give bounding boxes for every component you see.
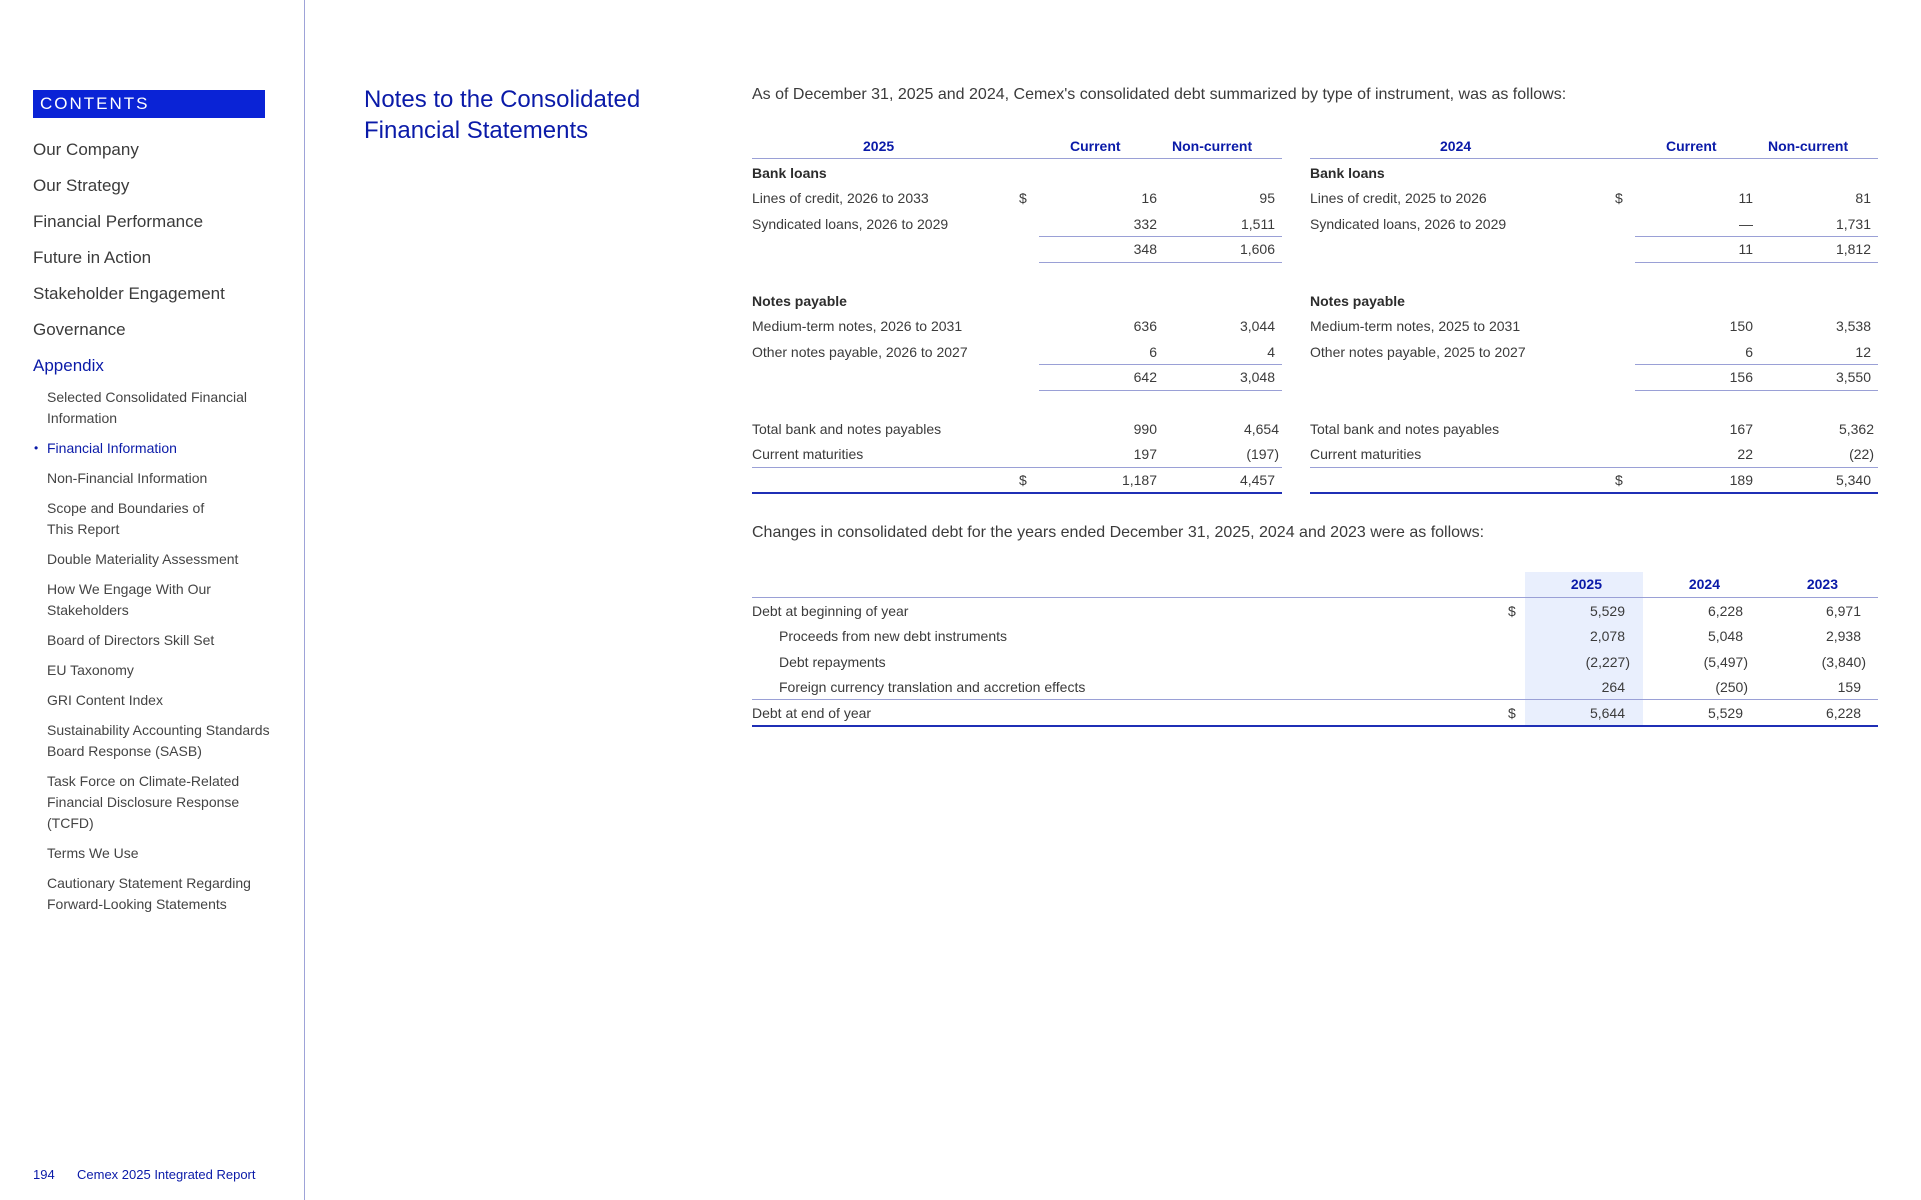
changes-cell: (3,840) xyxy=(1821,654,1866,670)
row-label: Current maturities xyxy=(752,446,864,462)
changes-cell: 6,228 xyxy=(1825,705,1861,721)
total-rule xyxy=(752,699,1878,700)
row-label: Syndicated loans, 2026 to 2029 xyxy=(752,216,949,232)
cell-current: 150 xyxy=(1729,318,1753,334)
section-notes-payable: Notes payable xyxy=(752,293,847,309)
changes-cell: (250) xyxy=(1715,679,1748,695)
changes-year-2025: 2025 xyxy=(1570,576,1602,592)
nav-stakeholder-engagement[interactable]: Stakeholder Engagement xyxy=(33,284,225,303)
cell-noncurrent: 5,362 xyxy=(1838,421,1874,437)
changes-intro-text: Changes in consolidated debt for the years ended December 31, 2025, 2024 and 2023 were as follows: xyxy=(752,524,1485,541)
row-label: Medium-term notes, 2025 to 2031 xyxy=(1310,318,1521,334)
changes-cell: 5,529 xyxy=(1707,705,1743,721)
subtotal-rule xyxy=(1039,390,1282,391)
row-label: Lines of credit, 2025 to 2026 xyxy=(1310,190,1487,206)
cell-noncurrent: 3,048 xyxy=(1239,369,1275,385)
changes-cell: 2,938 xyxy=(1825,628,1861,644)
active-bullet-icon: • xyxy=(34,441,39,455)
col-current-2025: Current xyxy=(1070,138,1121,154)
changes-cell: (5,497) xyxy=(1703,654,1748,670)
subtotal-rule xyxy=(1635,236,1878,237)
row-label: Other notes payable, 2025 to 2027 xyxy=(1310,344,1526,360)
nav-sub-engage-stakeholders[interactable]: How We Engage With Our Stakeholders xyxy=(47,581,211,618)
section-bank-loans: Bank loans xyxy=(752,165,827,181)
subtotal-rule xyxy=(1039,262,1282,263)
changes-cell: 5,048 xyxy=(1707,628,1743,644)
nav-sub-gri-content-index[interactable]: GRI Content Index xyxy=(47,692,163,708)
subtotal-rule xyxy=(1635,262,1878,263)
nav-appendix[interactable]: Appendix xyxy=(33,356,104,375)
year-header-2025: 2025 xyxy=(863,138,895,154)
grand-total-rule xyxy=(752,492,1282,494)
cell-current: — xyxy=(1739,216,1753,232)
nav-sub-selected-financial-info[interactable]: Selected Consolidated Financial Information xyxy=(47,389,248,426)
cell-noncurrent: 3,044 xyxy=(1239,318,1275,334)
subtotal-rule xyxy=(1635,364,1878,365)
header-rule xyxy=(752,597,1878,598)
cell-noncurrent: 3,538 xyxy=(1835,318,1871,334)
changes-row-label: Debt at beginning of year xyxy=(752,603,909,619)
header-rule xyxy=(1310,158,1878,159)
total-rule xyxy=(752,467,1282,468)
cell-current: 11 xyxy=(1738,190,1753,206)
cell-current: 990 xyxy=(1133,421,1157,437)
section-notes-payable: Notes payable xyxy=(1310,293,1405,309)
currency-sign: $ xyxy=(1019,190,1027,206)
grand-total-rule xyxy=(752,725,1878,727)
cell-noncurrent: 1,606 xyxy=(1239,241,1275,257)
debt-intro-text: As of December 31, 2025 and 2024, Cemex's consolidated debt summarized by type of instrument, was as follows: xyxy=(752,86,1567,103)
nav-governance[interactable]: Governance xyxy=(33,320,126,339)
col-noncurrent-2024: Non-current xyxy=(1768,138,1849,154)
section-bank-loans: Bank loans xyxy=(1310,165,1385,181)
cell-noncurrent: 4,654 xyxy=(1243,421,1279,437)
nav-sub-non-financial-information[interactable]: Non-Financial Information xyxy=(47,470,208,486)
cell-current: 197 xyxy=(1133,446,1157,462)
nav-sub-tcfd[interactable]: Task Force on Climate-Related Financial Disclosure Response (TCFD) xyxy=(47,773,240,831)
row-label: Syndicated loans, 2026 to 2029 xyxy=(1310,216,1507,232)
header-rule xyxy=(752,158,1282,159)
row-label: Lines of credit, 2026 to 2033 xyxy=(752,190,929,206)
nav-sub-terms-we-use[interactable]: Terms We Use xyxy=(47,845,139,861)
sidebar xyxy=(0,0,305,1200)
col-noncurrent-2025: Non-current xyxy=(1172,138,1253,154)
cell-current: 156 xyxy=(1729,369,1753,385)
cell-current: 11 xyxy=(1738,241,1753,257)
cell-noncurrent: 4 xyxy=(1267,344,1275,360)
nav-sub-double-materiality[interactable]: Double Materiality Assessment xyxy=(47,551,239,567)
currency-sign: $ xyxy=(1615,190,1623,206)
row-label: Total bank and notes payables xyxy=(1310,421,1500,437)
currency-sign: $ xyxy=(1019,472,1027,488)
changes-year-2024: 2024 xyxy=(1688,576,1720,592)
changes-cell: 264 xyxy=(1601,679,1625,695)
nav-our-company[interactable]: Our Company xyxy=(33,140,139,159)
nav-sub-cautionary-statement[interactable]: Cautionary Statement Regarding Forward-Looking Statements xyxy=(47,875,251,912)
changes-cell: 2,078 xyxy=(1589,628,1625,644)
page-title: Notes to the Consolidated Financial Statements xyxy=(364,86,641,144)
cell-noncurrent: (22) xyxy=(1849,446,1874,462)
cell-current: 636 xyxy=(1133,318,1157,334)
cell-current: 6 xyxy=(1745,344,1753,360)
subtotal-rule xyxy=(1039,236,1282,237)
subtotal-rule xyxy=(1039,364,1282,365)
cell-noncurrent: 3,550 xyxy=(1835,369,1871,385)
cell-noncurrent: 1,812 xyxy=(1835,241,1871,257)
report-title: Cemex 2025 Integrated Report xyxy=(77,1167,256,1182)
cell-noncurrent: (197) xyxy=(1246,446,1279,462)
cell-noncurrent: 4,457 xyxy=(1239,472,1275,488)
changes-row-label: Proceeds from new debt instruments xyxy=(779,628,1007,644)
col-current-2024: Current xyxy=(1666,138,1717,154)
nav-sub-sasb[interactable]: Sustainability Accounting Standards Board Response (SASB) xyxy=(47,722,270,759)
cell-current: 6 xyxy=(1149,344,1157,360)
changes-cell: 6,228 xyxy=(1707,603,1743,619)
currency-sign: $ xyxy=(1508,603,1516,619)
subtotal-rule xyxy=(1635,390,1878,391)
nav-sub-scope-boundaries[interactable]: Scope and Boundaries of This Report xyxy=(47,500,205,537)
total-rule xyxy=(1310,467,1878,468)
changes-row-label: Foreign currency translation and accretion effects xyxy=(779,679,1086,695)
cell-noncurrent: 1,511 xyxy=(1241,216,1275,232)
row-label: Other notes payable, 2026 to 2027 xyxy=(752,344,968,360)
cell-current: 16 xyxy=(1141,190,1157,206)
changes-cell: 159 xyxy=(1837,679,1861,695)
changes-cell: 6,971 xyxy=(1825,603,1861,619)
nav-our-strategy[interactable]: Our Strategy xyxy=(33,176,130,195)
changes-cell: 5,644 xyxy=(1589,705,1625,721)
year-header-2024: 2024 xyxy=(1440,138,1472,154)
cell-current: 189 xyxy=(1729,472,1753,488)
nav-sub-financial-information[interactable]: Financial Information xyxy=(47,440,177,456)
highlight-column-2025 xyxy=(1525,572,1643,726)
cell-current: 332 xyxy=(1133,216,1157,232)
cell-noncurrent: 12 xyxy=(1855,344,1871,360)
row-label: Current maturities xyxy=(1310,446,1422,462)
cell-current: 642 xyxy=(1133,369,1157,385)
currency-sign: $ xyxy=(1615,472,1623,488)
currency-sign: $ xyxy=(1508,705,1516,721)
cell-noncurrent: 95 xyxy=(1259,190,1275,206)
row-label: Total bank and notes payables xyxy=(752,421,942,437)
nav-sub-board-skill-set[interactable]: Board of Directors Skill Set xyxy=(47,632,215,648)
cell-noncurrent: 81 xyxy=(1855,190,1871,206)
cell-current: 1,187 xyxy=(1121,472,1157,488)
contents-label[interactable]: CONTENTS xyxy=(33,90,265,118)
cell-current: 167 xyxy=(1729,421,1753,437)
nav-financial-performance[interactable]: Financial Performance xyxy=(33,212,204,231)
changes-row-label: Debt repayments xyxy=(779,654,886,670)
row-label: Medium-term notes, 2026 to 2031 xyxy=(752,318,963,334)
nav-sub-eu-taxonomy[interactable]: EU Taxonomy xyxy=(47,662,134,678)
grand-total-rule xyxy=(1310,492,1878,494)
cell-current: 348 xyxy=(1133,241,1157,257)
page-number: 194 xyxy=(33,1167,55,1182)
changes-row-label: Debt at end of year xyxy=(752,705,872,721)
changes-year-2023: 2023 xyxy=(1806,576,1838,592)
changes-cell: 5,529 xyxy=(1589,603,1625,619)
cell-current: 22 xyxy=(1737,446,1753,462)
nav-future-in-action[interactable]: Future in Action xyxy=(33,248,152,267)
changes-cell: (2,227) xyxy=(1585,654,1630,670)
cell-noncurrent: 1,731 xyxy=(1835,216,1871,232)
cell-noncurrent: 5,340 xyxy=(1835,472,1871,488)
